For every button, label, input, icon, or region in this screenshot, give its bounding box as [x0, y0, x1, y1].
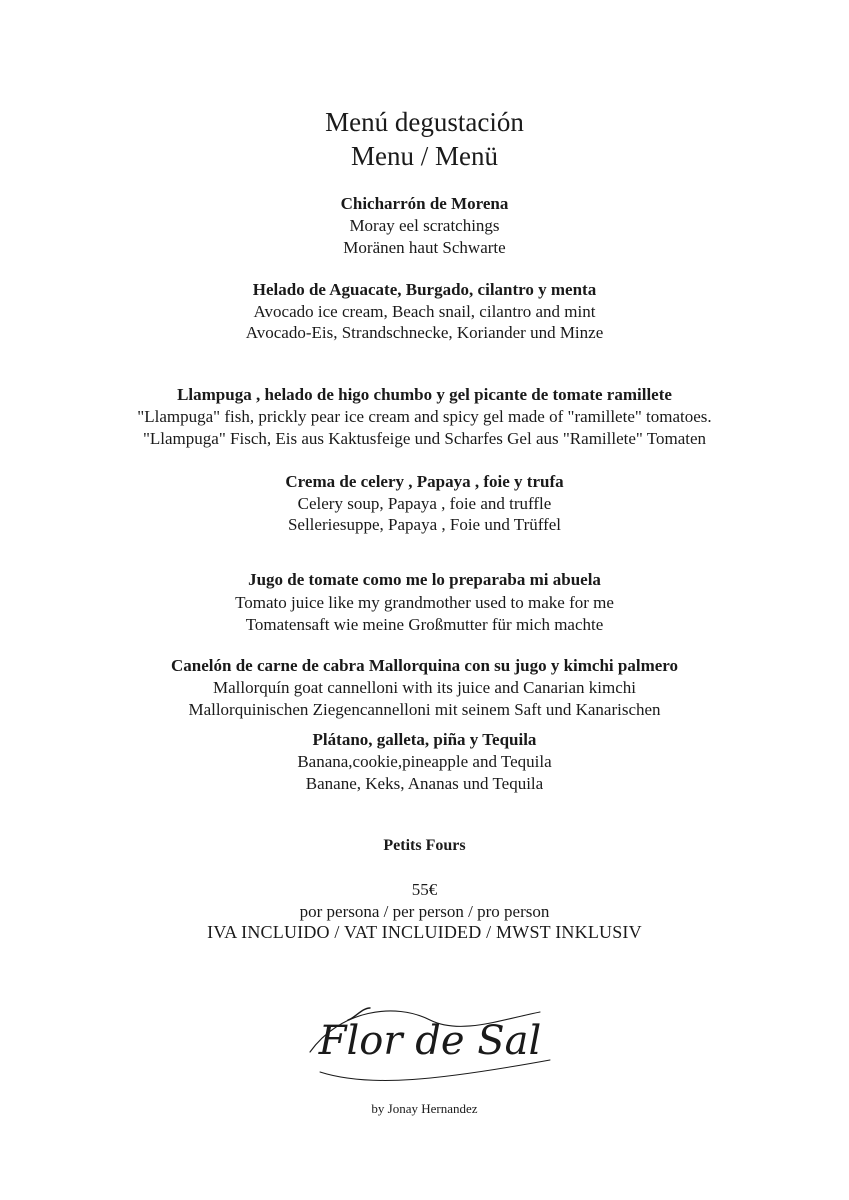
dish-6-german: Mallorquinischen Ziegencannelloni mit seinem Saft und Kanarischen — [188, 700, 661, 719]
dish-7-english: Banana,cookie,pineapple and Tequila — [297, 752, 552, 771]
dish-7-german: Banane, Keks, Ananas und Tequila — [305, 774, 544, 793]
dish-1-name: Chicharrón de Morena — [340, 194, 509, 213]
dish-1-german: Moränen haut Schwarte — [343, 238, 506, 257]
logo-text: Flor de Sal — [318, 1018, 542, 1064]
dish-3-english: "Llampuga" fish, prickly pear ice cream and spicy gel made of "ramillete" tomatoes. — [137, 407, 712, 426]
dish-1-english: Moray eel scratchings — [349, 216, 500, 235]
dish-4-german: Selleriesuppe, Papaya , Foie und Trüffel — [287, 515, 562, 534]
dish-4-english: Celery soup, Papaya , foie and truffle — [297, 494, 552, 513]
dish-5-german: Tomatensaft wie meine Großmutter für mich machte — [245, 615, 604, 634]
price: 55€ — [411, 880, 438, 899]
dish-2-german: Avocado-Eis, Strandschnecke, Koriander und Minze — [245, 323, 604, 342]
petits-fours: Petits Fours — [383, 837, 466, 854]
menu-title-es: Menú degustación — [325, 107, 524, 137]
dish-5-name: Jugo de tomate como me lo preparaba mi abuela — [248, 570, 601, 589]
dish-3-name: Llampuga , helado de higo chumbo y gel picante de tomate ramillete — [177, 385, 672, 404]
dish-6-name: Canelón de carne de cabra Mallorquina con su jugo y kimchi palmero — [170, 656, 679, 675]
dish-7-name: Plátano, galleta, piña y Tequila — [312, 730, 537, 749]
flor-de-sal-logo — [300, 990, 560, 1090]
dish-5-english: Tomato juice like my grandmother used to make for me — [235, 593, 614, 612]
dish-2-english: Avocado ice cream, Beach snail, cilantro and mint — [253, 302, 596, 321]
menu-title-en-de: Menu / Menü — [351, 141, 498, 171]
chef-byline: by Jonay Hernandez — [371, 1101, 478, 1116]
tax-note: IVA INCLUIDO / VAT INCLUIDED / MWST INKLUSIV — [207, 922, 642, 942]
dish-6-english: Mallorquín goat cannelloni with its juice and Canarian kimchi — [212, 678, 636, 697]
per-person-note: por persona / per person / pro person — [299, 902, 550, 921]
dish-2-name: Helado de Aguacate, Burgado, cilantro y menta — [252, 280, 597, 299]
dish-4-name: Crema de celery , Papaya , foie y trufa — [285, 472, 564, 491]
dish-3-german: "Llampuga" Fisch, Eis aus Kaktusfeige und Scharfes Gel aus "Ramillete" Tomaten — [142, 429, 707, 448]
